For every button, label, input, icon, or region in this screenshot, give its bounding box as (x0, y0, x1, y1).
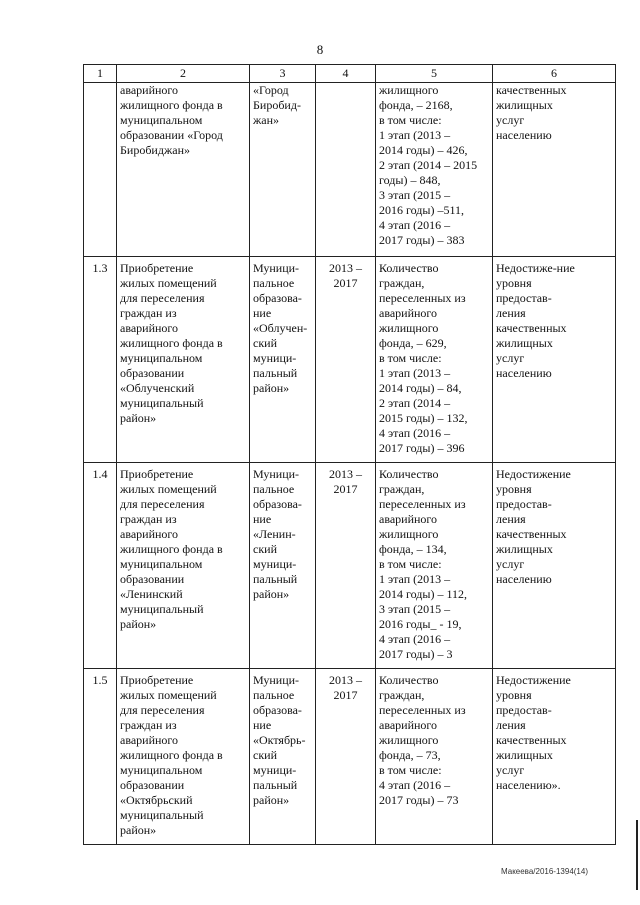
table-row (84, 257, 616, 463)
executor: Муници- пальное образова- ние «Облучен- ский муници- пальный район» (250, 257, 316, 463)
row-number: 1.4 (84, 463, 117, 669)
row-number: 1.5 (84, 669, 117, 845)
table-row (84, 463, 616, 669)
indicator: жилищного фонда, – 2168, в том числе: 1 этап (2013 – 2014 годы) – 426, 2 этап (2014 – 2015 годы) – 848, 3 этап (2015 – 2016 годы) –511, 4 этап (2016 – 2017 годы) – 383 (376, 83, 493, 257)
table-row (84, 83, 616, 257)
program-table (83, 64, 616, 845)
row-number: 1.3 (84, 257, 117, 463)
header-col-5: 5 (376, 65, 493, 83)
executor: «Город Биробид- жан» (250, 83, 316, 257)
indicator: Количество граждан, переселенных из аварийного жилищного фонда, – 629, в том числе: 1 этап (2013 – 2014 годы) – 84, 2 этап (2014 – 2015 годы) – 132, 4 этап (2016 – 2017 годы) – 396 (376, 257, 493, 463)
scan-edge-mark (636, 820, 638, 890)
document-code: Макеева/2016-1394(14) (500, 867, 588, 876)
header-col-6: 6 (493, 65, 616, 83)
period: 2013 – 2017 (316, 669, 376, 845)
table-body (84, 83, 616, 845)
indicator: Количество граждан, переселенных из аварийного жилищного фонда, – 73, в том числе: 4 этап (2016 – 2017 годы) – 73 (376, 669, 493, 845)
executor: Муници- пальное образова- ние «Октябрь- ский муници- пальный район» (250, 669, 316, 845)
measure-name: Приобретение жилых помещений для переселения граждан из аварийного жилищного фонда в муниципальном образовании «Октябрьский муниципальный район» (117, 669, 250, 845)
measure-name: Приобретение жилых помещений для переселения граждан из аварийного жилищного фонда в муниципальном образовании «Облученский муниципальный район» (117, 257, 250, 463)
measure-name: аварийного жилищного фонда в муниципальном образовании «Город Биробиджан» (117, 83, 250, 257)
header-col-1: 1 (84, 65, 117, 83)
header-col-2: 2 (117, 65, 250, 83)
period (316, 83, 376, 257)
table-header (84, 65, 616, 83)
period: 2013 – 2017 (316, 463, 376, 669)
indicator: Количество граждан, переселенных из аварийного жилищного фонда, – 134, в том числе: 1 этап (2013 – 2014 годы) – 112, 3 этап (2015 – 2016 годы_ - 19, 4 этап (2016 – 2017 годы) – 3 (376, 463, 493, 669)
consequence: Недостиже-ние уровня предостав- ления качественных жилищных услуг населению (493, 257, 616, 463)
header-col-3: 3 (250, 65, 316, 83)
table-row (84, 669, 616, 845)
period: 2013 – 2017 (316, 257, 376, 463)
header-row (84, 65, 616, 83)
executor: Муници- пальное образова- ние «Ленин- ский муници- пальный район» (250, 463, 316, 669)
consequence: качественных жилищных услуг населению (493, 83, 616, 257)
consequence: Недостижение уровня предостав- ления качественных жилищных услуг населению». (493, 669, 616, 845)
header-col-4: 4 (316, 65, 376, 83)
consequence: Недостижение уровня предостав- ления качественных жилищных услуг населению (493, 463, 616, 669)
page-number: 8 (316, 42, 324, 57)
row-number (84, 83, 117, 257)
measure-name: Приобретение жилых помещений для переселения граждан из аварийного жилищного фонда в муниципальном образовании «Ленинский муниципальный район» (117, 463, 250, 669)
